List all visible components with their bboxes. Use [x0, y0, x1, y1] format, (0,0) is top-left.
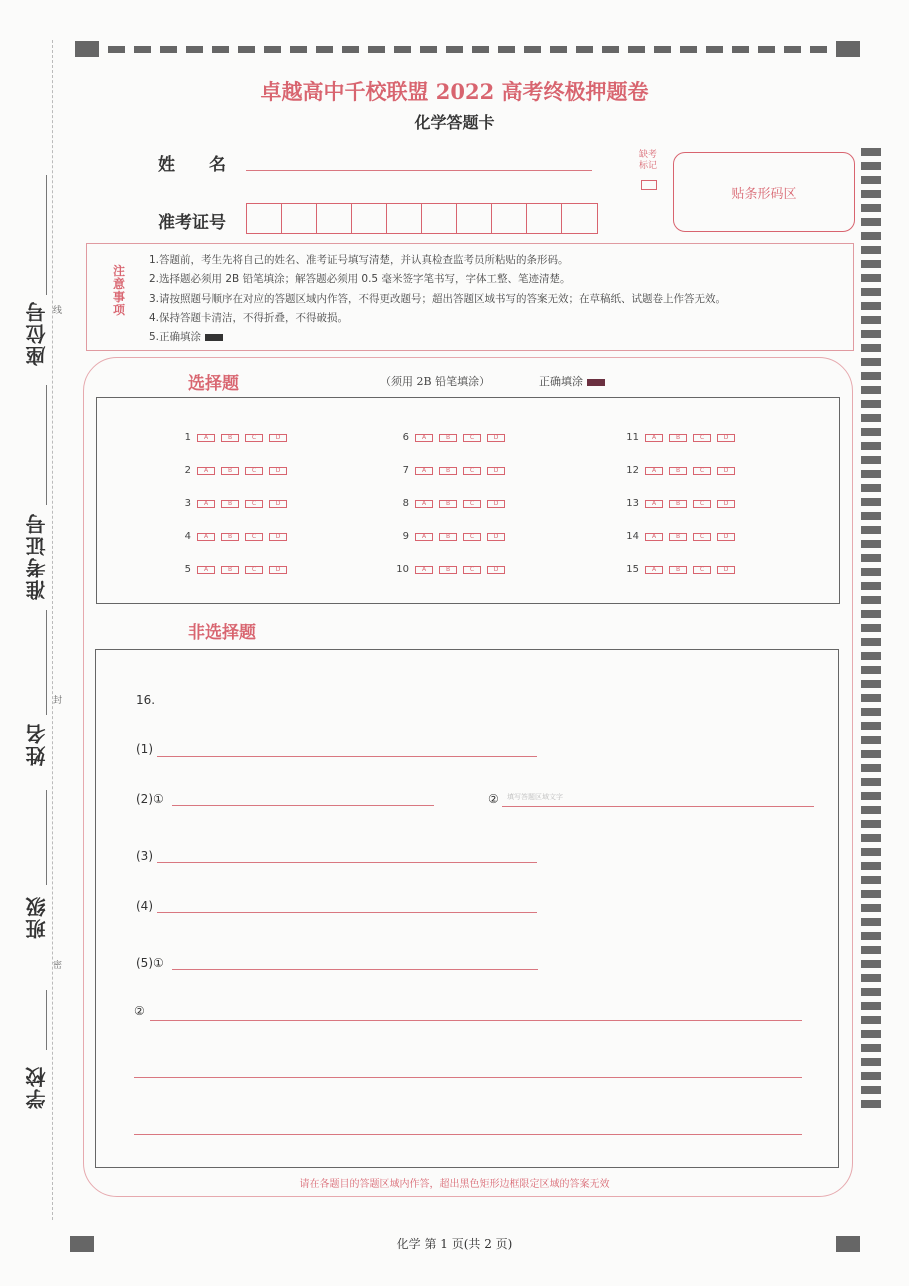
choice-question-number: 7 [402, 465, 409, 476]
choice-option-d[interactable]: D [487, 566, 505, 574]
q16-part5a-label: (5)① [136, 956, 164, 970]
notice-tag: 注意事项 [113, 264, 126, 317]
choice-option-a[interactable]: A [197, 566, 215, 574]
timing-mark [861, 1086, 881, 1094]
timing-mark [861, 1016, 881, 1024]
choice-question-number: 14 [626, 531, 639, 542]
timing-mark [836, 41, 860, 57]
timing-mark [861, 792, 881, 800]
timing-mark [861, 708, 881, 716]
timing-mark [861, 400, 881, 408]
timing-mark [861, 358, 881, 366]
sidebar-seat-label: 座位号 [25, 300, 49, 366]
timing-mark [861, 428, 881, 436]
choice-option-b[interactable]: B [669, 566, 687, 574]
notice-item-5 [149, 329, 223, 344]
choice-option-d[interactable]: D [487, 434, 505, 442]
name-label: 姓 名 [158, 155, 226, 175]
timing-mark [861, 638, 881, 646]
choice-option-d[interactable]: D [487, 467, 505, 475]
choice-option-c[interactable]: C [693, 500, 711, 508]
timing-mark [861, 652, 881, 660]
choice-section-title: 选择题 [188, 374, 239, 394]
timing-mark [758, 46, 775, 53]
choice-question-row [387, 498, 511, 509]
choice-option-a[interactable]: A [197, 500, 215, 508]
timing-mark [861, 694, 881, 702]
notice-item-5-text: 5.正确填涂 [149, 331, 202, 343]
choice-question-row [387, 432, 511, 443]
choice-option-c[interactable]: C [693, 467, 711, 475]
sidebar-class-line [46, 790, 47, 885]
choice-question-number: 12 [626, 465, 639, 476]
timing-mark [861, 736, 881, 744]
choice-option-d[interactable]: D [269, 533, 287, 541]
choice-option-d[interactable]: D [487, 500, 505, 508]
choice-question-number: 11 [626, 432, 639, 443]
timing-mark [861, 386, 881, 394]
timing-mark [861, 316, 881, 324]
q16-part4-answer-line[interactable] [157, 912, 537, 913]
choice-option-d[interactable]: D [487, 533, 505, 541]
choice-question-row [169, 564, 293, 575]
timing-mark [861, 1002, 881, 1010]
timing-mark [576, 46, 593, 53]
timing-mark [524, 46, 541, 53]
exam-id-cell[interactable] [352, 204, 387, 233]
choice-option-a[interactable]: A [197, 533, 215, 541]
choice-question-number: 13 [626, 498, 639, 509]
notice-item-3: 3.请按照题号顺序在对应的答题区域内作答，不得更改题号；超出答题区域书写的答案无效；在草稿纸、试题卷上作答无效。 [149, 293, 727, 305]
timing-mark [861, 1100, 881, 1108]
timing-mark [394, 46, 411, 53]
timing-mark [186, 46, 203, 53]
timing-mark [861, 904, 881, 912]
timing-mark [861, 610, 881, 618]
choice-correct-fill-text: 正确填涂 [539, 375, 583, 388]
timing-mark [861, 288, 881, 296]
timing-mark [706, 46, 723, 53]
timing-mark [861, 1030, 881, 1038]
absent-mark-box[interactable] [641, 180, 657, 190]
choice-question-row [617, 531, 741, 542]
choice-option-d[interactable]: D [717, 500, 735, 508]
timing-mark [861, 302, 881, 310]
exam-id-cell[interactable] [457, 204, 492, 233]
choice-option-c[interactable]: C [693, 533, 711, 541]
timing-mark [861, 680, 881, 688]
timing-mark [861, 946, 881, 954]
barcode-area [673, 152, 855, 232]
choice-option-a[interactable]: A [415, 500, 433, 508]
choice-option-d[interactable]: D [717, 434, 735, 442]
choice-option-c[interactable]: C [463, 533, 481, 541]
choice-option-c[interactable]: C [463, 566, 481, 574]
timing-mark [861, 260, 881, 268]
sidebar-name-label: 姓名 [25, 722, 49, 766]
binding-dotted-line [52, 40, 53, 1220]
timing-mark [861, 484, 881, 492]
timing-mark [861, 344, 881, 352]
choice-question-row [387, 564, 511, 575]
timing-mark [342, 46, 359, 53]
timing-mark [861, 442, 881, 450]
timing-mark [861, 596, 881, 604]
choice-correct-fill-sample [587, 379, 605, 386]
question-16-label: 16. [136, 693, 156, 707]
timing-mark [861, 876, 881, 884]
choice-option-d[interactable]: D [269, 566, 287, 574]
choice-option-d[interactable]: D [717, 533, 735, 541]
timing-marks-top [75, 41, 867, 57]
timing-mark [160, 46, 177, 53]
q16-part2b-answer-line[interactable] [502, 806, 814, 807]
choice-option-a[interactable]: A [415, 434, 433, 442]
timing-mark [861, 722, 881, 730]
q16-part5b-answer-line-3[interactable] [134, 1134, 802, 1135]
choice-option-c[interactable]: C [463, 500, 481, 508]
timing-mark [861, 848, 881, 856]
choice-option-b[interactable]: B [221, 500, 239, 508]
choice-option-b[interactable]: B [439, 533, 457, 541]
choice-option-d[interactable]: D [269, 434, 287, 442]
exam-id-cells[interactable] [246, 203, 598, 234]
sidebar-class-label: 班级 [25, 895, 49, 939]
exam-id-cell[interactable] [317, 204, 352, 233]
timing-mark [861, 456, 881, 464]
exam-id-cell[interactable] [562, 204, 597, 233]
timing-mark [654, 46, 671, 53]
timing-mark [446, 46, 463, 53]
choice-question-number: 6 [402, 432, 409, 443]
q16-part2a-label: (2)① [136, 792, 164, 806]
q16-part5b-label: ② [134, 1004, 145, 1018]
choice-option-c[interactable]: C [463, 434, 481, 442]
absent-mark-label: 缺考标记 [638, 150, 657, 171]
name-input-line[interactable] [246, 170, 592, 171]
choice-option-b[interactable]: B [221, 434, 239, 442]
timing-mark [861, 540, 881, 548]
timing-mark [784, 46, 801, 53]
footer-warning: 请在各题目的答题区域内作答，超出黑色矩形边框限定区域的答案无效 [299, 1179, 610, 1190]
timing-mark [290, 46, 307, 53]
choice-option-a[interactable]: A [415, 566, 433, 574]
timing-mark [420, 46, 437, 53]
timing-mark [368, 46, 385, 53]
choice-option-b[interactable]: B [439, 500, 457, 508]
choice-question-row [169, 498, 293, 509]
notice-item-4: 4.保持答题卡清洁，不得折叠，不得破损。 [149, 312, 349, 324]
timing-mark [861, 862, 881, 870]
timing-mark [75, 41, 99, 57]
q16-part1-label: (1) [136, 742, 153, 756]
answer-card-subtitle: 化学答题卡 [414, 113, 495, 132]
timing-mark [861, 568, 881, 576]
q16-part1-answer-line[interactable] [157, 756, 537, 757]
timing-mark [861, 512, 881, 520]
timing-mark [861, 890, 881, 898]
q16-part3-label: (3) [136, 849, 153, 863]
exam-id-label: 准考证号 [158, 213, 226, 233]
choice-option-b[interactable]: B [669, 500, 687, 508]
choice-option-d[interactable]: D [717, 467, 735, 475]
q16-part2b-hint: 填写答题区域文字 [507, 793, 563, 801]
choice-option-a[interactable]: A [415, 533, 433, 541]
timing-mark [861, 204, 881, 212]
timing-mark [861, 190, 881, 198]
timing-mark [264, 46, 281, 53]
choice-option-a[interactable]: A [645, 566, 663, 574]
choice-option-a[interactable]: A [415, 467, 433, 475]
choice-question-number: 8 [402, 498, 409, 509]
choice-option-b[interactable]: B [221, 467, 239, 475]
sidebar-exam-id-line [46, 385, 47, 505]
sidebar-mark-seal: 封 [51, 695, 61, 704]
timing-mark [861, 834, 881, 842]
timing-mark [861, 624, 881, 632]
q16-part2b-label: ② [488, 792, 499, 806]
timing-mark [861, 820, 881, 828]
choice-option-a[interactable]: A [197, 434, 215, 442]
sidebar-exam-id-label: 准考证号 [25, 512, 49, 600]
choice-question-row [617, 564, 741, 575]
choice-question-number: 3 [184, 498, 191, 509]
choice-question-number: 15 [626, 564, 639, 575]
timing-mark [861, 554, 881, 562]
choice-question-number: 1 [184, 432, 191, 443]
timing-mark [861, 246, 881, 254]
timing-mark [861, 806, 881, 814]
choice-option-b[interactable]: B [669, 434, 687, 442]
q16-part5b-answer-line-1[interactable] [150, 1020, 802, 1021]
timing-mark [861, 988, 881, 996]
choice-question-row [617, 498, 741, 509]
timing-mark [861, 274, 881, 282]
choice-option-a[interactable]: A [645, 434, 663, 442]
choice-question-number: 2 [184, 465, 191, 476]
choice-option-b[interactable]: B [439, 467, 457, 475]
exam-id-cell[interactable] [247, 204, 282, 233]
timing-mark [134, 46, 151, 53]
sidebar-seat-line [46, 175, 47, 295]
choice-option-c[interactable]: C [245, 434, 263, 442]
timing-mark [861, 470, 881, 478]
nonchoice-section-title: 非选择题 [188, 623, 256, 643]
timing-mark [602, 46, 619, 53]
choice-box [96, 397, 840, 604]
choice-question-row [169, 432, 293, 443]
choice-question-row [617, 465, 741, 476]
timing-mark [861, 414, 881, 422]
timing-mark [861, 162, 881, 170]
timing-mark [861, 582, 881, 590]
timing-mark [732, 46, 749, 53]
exam-id-cell[interactable] [492, 204, 527, 233]
q16-part5b-answer-line-2[interactable] [134, 1077, 802, 1078]
timing-mark [108, 46, 125, 53]
timing-mark [861, 666, 881, 674]
exam-title: 卓越高中千校联盟 2022 高考终极押题卷 [260, 79, 649, 104]
choice-question-number: 4 [184, 531, 191, 542]
correct-fill-sample [205, 334, 223, 341]
choice-question-number: 5 [184, 564, 191, 575]
sidebar-mark-secret: 密 [51, 960, 61, 969]
choice-option-c[interactable]: C [463, 467, 481, 475]
choice-option-b[interactable]: B [439, 566, 457, 574]
choice-option-a[interactable]: A [197, 467, 215, 475]
sidebar-school-line [46, 990, 47, 1050]
choice-option-c[interactable]: C [245, 467, 263, 475]
timing-mark [861, 932, 881, 940]
timing-mark [861, 1044, 881, 1052]
timing-mark [861, 778, 881, 786]
choice-option-c[interactable]: C [693, 566, 711, 574]
timing-mark [861, 372, 881, 380]
choice-question-row [169, 465, 293, 476]
choice-option-c[interactable]: C [245, 533, 263, 541]
choice-option-d[interactable]: D [269, 467, 287, 475]
sidebar-mark-line: 线 [51, 305, 61, 314]
timing-marks-right [861, 148, 881, 1108]
choice-option-d[interactable]: D [717, 566, 735, 574]
timing-mark [238, 46, 255, 53]
choice-question-row [387, 531, 511, 542]
exam-id-cell[interactable] [282, 204, 317, 233]
exam-id-cell[interactable] [387, 204, 422, 233]
choice-option-c[interactable]: C [245, 566, 263, 574]
choice-correct-fill [539, 373, 605, 389]
timing-mark [861, 176, 881, 184]
choice-question-row [617, 432, 741, 443]
timing-mark [861, 1058, 881, 1066]
timing-mark [550, 46, 567, 53]
timing-mark [861, 218, 881, 226]
choice-question-number: 10 [396, 564, 409, 575]
choice-note: （须用 2B 铅笔填涂） [380, 375, 491, 388]
choice-option-a[interactable]: A [645, 467, 663, 475]
choice-question-row [387, 465, 511, 476]
choice-question-number: 9 [402, 531, 409, 542]
choice-option-a[interactable]: A [645, 500, 663, 508]
sidebar-school-label: 学校 [25, 1065, 49, 1109]
timing-mark [810, 46, 827, 53]
timing-mark [861, 526, 881, 534]
choice-option-b[interactable]: B [669, 467, 687, 475]
timing-mark [861, 232, 881, 240]
timing-mark [861, 498, 881, 506]
barcode-label: 贴条形码区 [731, 186, 797, 202]
q16-part5a-answer-line[interactable] [172, 969, 538, 970]
timing-mark [680, 46, 697, 53]
timing-mark [472, 46, 489, 53]
exam-id-cell[interactable] [422, 204, 457, 233]
timing-mark [861, 148, 881, 156]
timing-mark [861, 918, 881, 926]
timing-mark [861, 330, 881, 338]
page-number: 化学 第 1 页(共 2 页) [396, 1237, 513, 1251]
q16-part2a-answer-line[interactable] [172, 805, 434, 806]
timing-mark [861, 764, 881, 772]
choice-option-b[interactable]: B [221, 533, 239, 541]
timing-mark [861, 960, 881, 968]
choice-option-c[interactable]: C [245, 500, 263, 508]
choice-option-a[interactable]: A [645, 533, 663, 541]
choice-option-d[interactable]: D [269, 500, 287, 508]
notice-item-2: 2.选择题必须用 2B 铅笔填涂；解答题必须用 0.5 毫米签字笔书写，字体工整、笔迹清楚。 [149, 273, 571, 285]
choice-option-c[interactable]: C [693, 434, 711, 442]
timing-mark [861, 974, 881, 982]
notice-item-1: 1.答题前，考生先将自己的姓名、准考证号填写清楚，并认真检查监考员所粘贴的条形码。 [149, 254, 569, 266]
timing-mark [861, 1072, 881, 1080]
timing-mark [212, 46, 229, 53]
choice-option-b[interactable]: B [669, 533, 687, 541]
timing-mark [861, 750, 881, 758]
sidebar-name-line [46, 610, 47, 715]
q16-part4-label: (4) [136, 899, 153, 913]
choice-question-row [169, 531, 293, 542]
timing-mark [628, 46, 645, 53]
nonchoice-box [95, 649, 839, 1168]
exam-id-cell[interactable] [527, 204, 562, 233]
choice-option-b[interactable]: B [221, 566, 239, 574]
choice-option-b[interactable]: B [439, 434, 457, 442]
timing-mark [498, 46, 515, 53]
timing-mark [316, 46, 333, 53]
q16-part3-answer-line[interactable] [157, 862, 537, 863]
